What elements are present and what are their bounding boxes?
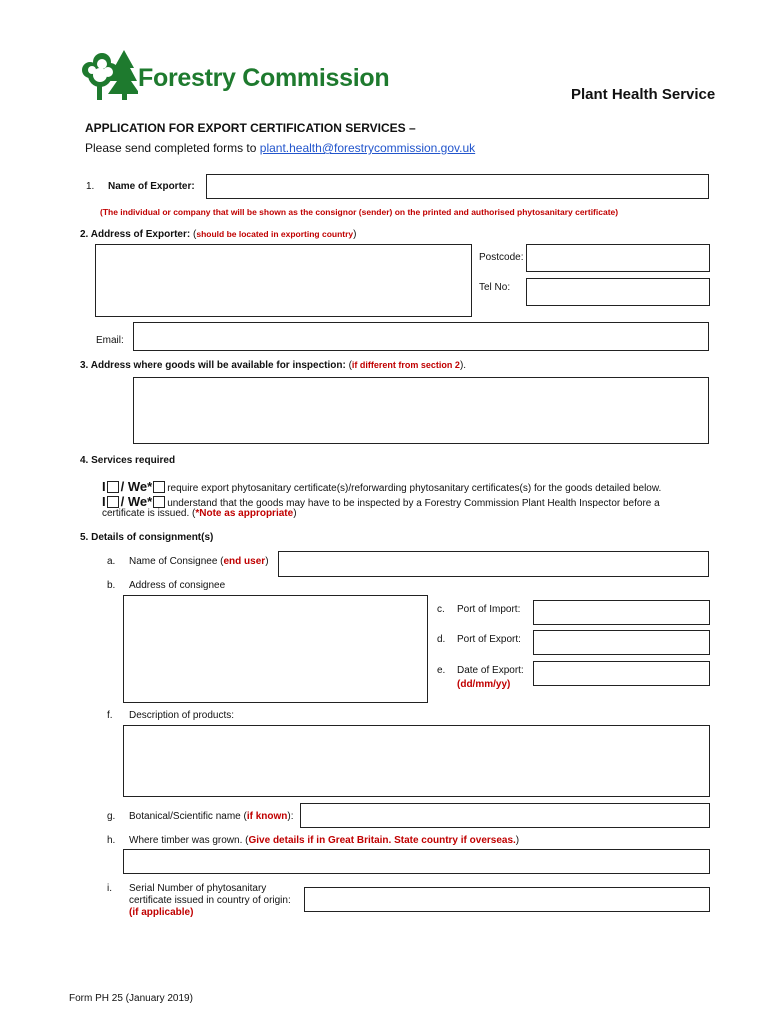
s2-note: should be located in exporting country xyxy=(196,229,354,239)
i-checkbox-2[interactable] xyxy=(107,496,119,508)
consignee-label: Name of Consignee ( xyxy=(129,556,224,567)
consignee-close: ) xyxy=(265,556,269,567)
s3-label xyxy=(80,360,466,371)
s5-a-label xyxy=(129,556,269,567)
postcode-label: Postcode: xyxy=(479,252,524,263)
botanical-name-field[interactable] xyxy=(300,803,710,828)
send-prefix: Please send completed forms to xyxy=(85,141,260,155)
s3-note-close: ). xyxy=(459,360,467,371)
logo xyxy=(80,48,390,104)
s4-label: 4. Services required xyxy=(80,455,176,466)
s5-h-letter: h. xyxy=(107,835,116,846)
we-checkbox-1[interactable] xyxy=(153,481,165,493)
email-link[interactable]: plant.health@forestrycommission.gov.uk xyxy=(259,141,476,155)
email-label: Email: xyxy=(96,335,124,346)
s5-c-letter: c. xyxy=(437,604,445,615)
s5-b-letter: b. xyxy=(107,580,116,591)
s1-note: (The individual or company that will be shown as the consignor (sender) on the printed and authorised phytosanitary certificate) xyxy=(100,207,619,217)
timber-origin-field[interactable] xyxy=(123,849,710,874)
s3-note: if different from section 2 xyxy=(351,360,460,370)
s2-note-open: ( xyxy=(193,229,197,240)
s5-f-letter: f. xyxy=(107,710,113,721)
botanical-label: Botanical/Scientific name ( xyxy=(129,811,247,822)
s4-we-2: / We* xyxy=(120,494,153,509)
consignee-name-field[interactable] xyxy=(278,551,709,577)
s4-line3-prefix: certificate is issued. ( xyxy=(102,508,196,519)
serial-note: (if applicable) xyxy=(129,907,194,918)
tel-label: Tel No: xyxy=(479,282,511,293)
description-field[interactable] xyxy=(123,725,710,797)
form-title: APPLICATION FOR EXPORT CERTIFICATION SERVICES – xyxy=(85,121,416,135)
s4-i-1: I xyxy=(102,479,106,494)
s5-label: 5. Details of consignment(s) xyxy=(80,532,214,543)
botanical-note: if known xyxy=(246,811,288,822)
s4-we-1: / We* xyxy=(120,479,153,494)
serial-label-2: certificate issued in country of origin: xyxy=(129,895,291,906)
s5-i-letter: i. xyxy=(107,883,112,894)
date-export-field[interactable] xyxy=(533,661,710,686)
serial-label-1: Serial Number of phytosanitary xyxy=(129,883,267,894)
i-checkbox-1[interactable] xyxy=(107,481,119,493)
email-field[interactable] xyxy=(133,322,709,351)
exporter-name-field[interactable] xyxy=(206,174,709,199)
port-export-label: Port of Export: xyxy=(457,634,521,645)
s1-label: Name of Exporter: xyxy=(108,181,195,192)
tel-field[interactable] xyxy=(526,278,710,306)
s2-label xyxy=(80,229,356,240)
send-instructions xyxy=(85,141,475,155)
postcode-field[interactable] xyxy=(526,244,710,272)
we-checkbox-2[interactable] xyxy=(153,496,165,508)
s3-note-open: ( xyxy=(345,360,352,371)
s5-g-letter: g. xyxy=(107,811,116,822)
botanical-close: ): xyxy=(287,811,294,822)
s5-e-letter: e. xyxy=(437,665,446,676)
form-reference: Form PH 25 (January 2019) xyxy=(69,993,193,1004)
s4-line3 xyxy=(102,508,297,519)
service-title: Plant Health Service xyxy=(571,86,716,103)
s3-label-text: 3. Address where goods will be available for inspection: xyxy=(80,360,346,371)
port-import-label: Port of Import: xyxy=(457,604,521,615)
s4-note: *Note as appropriate xyxy=(195,508,294,519)
s2-label-text: 2. Address of Exporter: xyxy=(80,229,191,240)
s4-text-1: require export phytosanitary certificate(s)/reforwarding phytosanitary certificates(s) for the goods detailed below. xyxy=(167,483,662,494)
exporter-address-field[interactable] xyxy=(95,244,472,317)
s2-note-close: ) xyxy=(353,229,357,240)
timber-close: ) xyxy=(515,835,520,846)
s5-g-label xyxy=(129,811,294,822)
s4-line3-suffix: ) xyxy=(293,508,297,519)
consignee-address-field[interactable] xyxy=(123,595,428,703)
date-format-note: (dd/mm/yy) xyxy=(457,679,511,690)
org-name: Forestry Commission xyxy=(138,64,390,92)
tree-logo-icon xyxy=(80,48,138,104)
timber-note: Give details if in Great Britain. State country if overseas. xyxy=(248,835,516,846)
description-label: Description of products: xyxy=(129,710,235,721)
port-import-field[interactable] xyxy=(533,600,710,625)
s4-text-2: understand that the goods may have to be inspected by a Forestry Commission Plant Health Inspector before a xyxy=(167,498,660,509)
port-export-field[interactable] xyxy=(533,630,710,655)
serial-number-field[interactable] xyxy=(304,887,710,912)
s5-d-letter: d. xyxy=(437,634,446,645)
date-export-label: Date of Export: xyxy=(457,665,524,676)
s5-a-letter: a. xyxy=(107,556,116,567)
s5-b-label: Address of consignee xyxy=(129,580,226,591)
s1-number: 1. xyxy=(86,181,95,192)
s4-i-2: I xyxy=(102,494,106,509)
inspection-address-field[interactable] xyxy=(133,377,709,444)
s5-h-label xyxy=(129,835,519,846)
timber-label: Where timber was grown. ( xyxy=(129,835,249,846)
consignee-note: end user xyxy=(223,556,266,567)
